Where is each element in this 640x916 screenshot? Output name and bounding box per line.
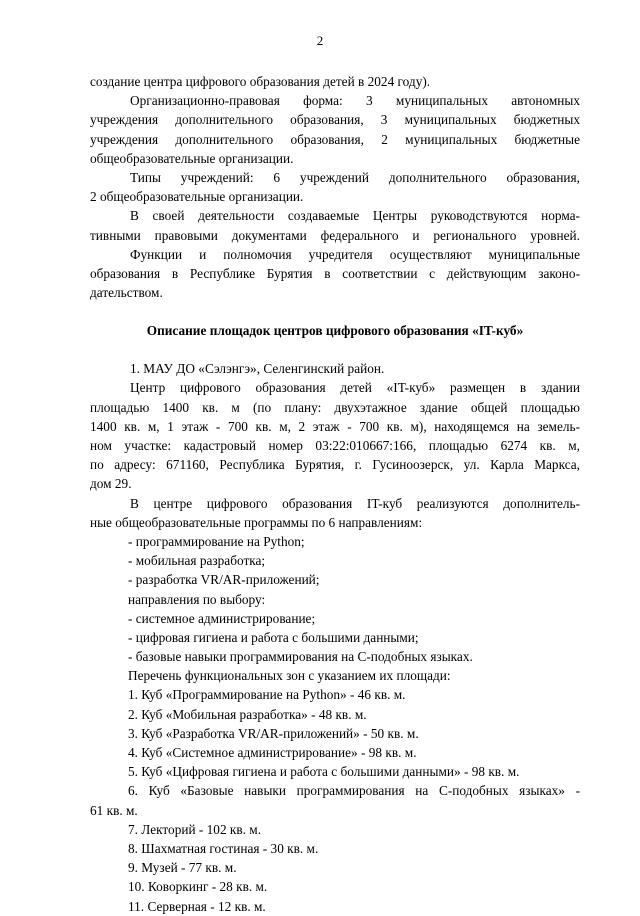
text-line: образования в Республике Бурятия в соответствии с действующим законо- [90,265,580,281]
text-line: тивными правовыми документами федерального и регионального уровней. [90,227,580,243]
text-line: - базовые навыки программирования на С-подобных языках. [128,649,473,665]
text-line: ные общеобразовательные программы по 6 направлениям: [90,514,423,530]
text-line: - программирование на Python; [128,533,305,549]
text-line: дательством. [90,285,163,301]
text-line: учреждения дополнительного образования, 3 муниципальных бюджетных [90,112,580,128]
text-line: 2 общеобразовательные организации. [90,189,304,205]
spacer [90,340,580,359]
text-line: 5. Куб «Цифровая гигиена и работа с большими данными» - 98 кв. м. [128,764,520,780]
spacer [90,302,580,321]
text-line: 1. Куб «Программирование на Python» - 46 кв. м. [128,687,406,703]
text-line: 8. Шахматная гостиная - 30 кв. м. [128,840,319,856]
text-line: 7. Лекторий - 102 кв. м. [128,821,262,837]
section-heading: Описание площадок центров цифрового образования «IT-куб» [146,323,524,339]
text-line: ном участке: кадастровый номер 03:22:010667:166, площадью 6274 кв. м, [90,438,580,453]
text-line: - системное администрирование; [128,610,316,626]
text-line: 6. Куб «Базовые навыки программирования на С-подобных языках» - [128,783,580,799]
document-body [90,72,580,916]
site-description [90,359,580,915]
text-line: В центре цифрового образования IT-куб реализуются дополнитель- [130,495,580,511]
text-line: - мобильная разработка; [128,553,266,569]
text-line: 4. Куб «Системное администрирование» - 98 кв. м. [128,745,417,760]
text-line: 61 кв. м. [90,802,138,818]
text-line: Организационно-правовая форма: 3 муниципальных автономных [130,93,580,109]
text-line: - цифровая гигиена и работа с большими данными; [128,629,419,645]
text-line: Функции и полномочия учредителя осуществляют муниципальные [130,246,580,262]
page-number: 2 [316,33,324,48]
text-line: В своей деятельности создаваемые Центры руководствуются норма- [130,208,580,224]
intro-paragraphs [90,72,580,302]
text-line: 2. Куб «Мобильная разработка» - 48 кв. м. [128,706,367,722]
text-line: дом 29. [90,476,132,492]
text-line: 10. Коворкинг - 28 кв. м. [128,879,268,895]
text-line: по адресу: 671160, Республика Бурятия, г. Гусиноозерск, ул. Карла Маркса, [90,457,580,473]
text-line: Типы учреждений: 6 учреждений дополнительного образования, [130,169,580,185]
text-line: направления по выбору: [128,591,266,607]
text-line: 11. Серверная - 12 кв. м. [128,898,266,914]
text-line: учреждения дополнительного образования, 2 муниципальных бюджетные [90,131,580,147]
text-line: - разработка VR/AR-приложений; [128,572,320,588]
text-line: 1400 кв. м, 1 этаж - 700 кв. м, 2 этаж - 700 кв. м), находящемся на земель- [90,418,580,434]
text-line: 9. Музей - 77 кв. м. [128,860,237,876]
text-line: общеобразовательные организации. [90,150,294,166]
text-line: Центр цифрового образования детей «IT-куб» размещен в здании [130,380,580,396]
text-line: площадью 1400 кв. м (по плану: двухэтажное здание общей площадью [90,399,580,415]
text-line: 1. МАУ ДО «Сэлэнгэ», Селенгинский район. [130,361,385,377]
text-line: создание центра цифрового образования детей в 2024 году). [90,74,431,89]
text-line: 3. Куб «Разработка VR/AR-приложений» - 50 кв. м. [128,725,419,741]
text-line: Перечень функциональных зон с указанием их площади: [128,668,451,684]
